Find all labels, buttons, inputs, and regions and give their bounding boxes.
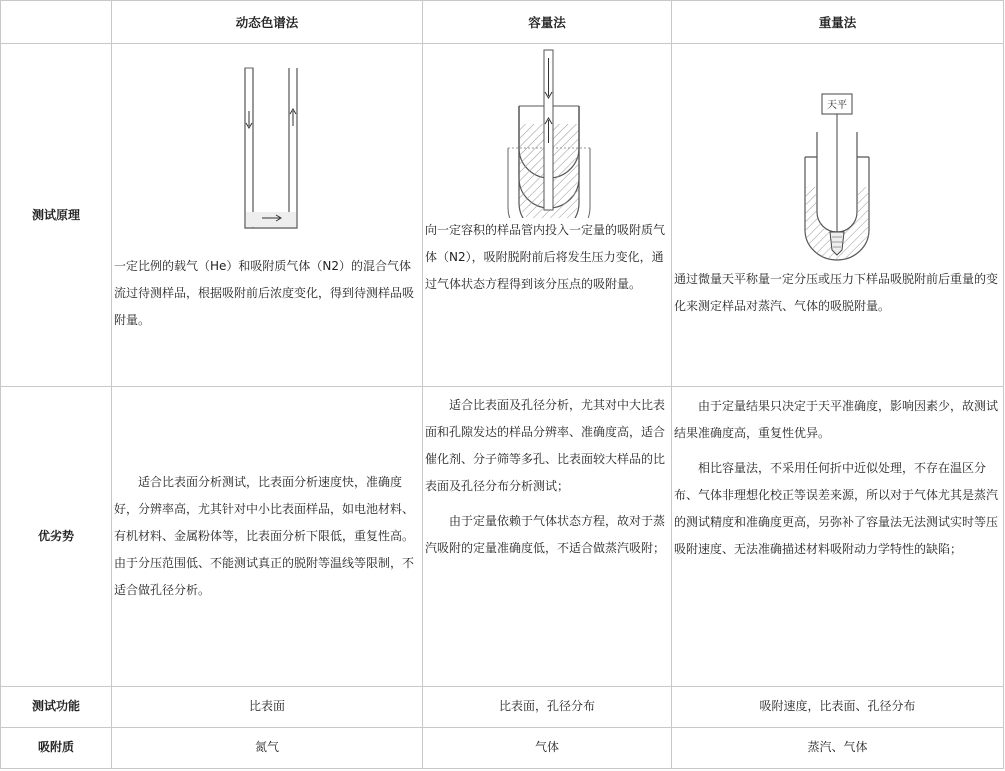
principle-dynamic-text: 一定比例的载气（He）和吸附质气体（N2）的混合气体流过待测样品，根据吸附前后浓度变化，得到待测样品吸附量。	[114, 259, 415, 328]
principle-dynamic-cell	[112, 44, 423, 387]
advantages-dynamic-text: 适合比表面分析测试，比表面分析速度快，准确度好，分辨率高，尤其针对中小比表面样品，如电池材料、有机材料、金属粉体等，比表面分析下限低，重复性高。由于分压范围低、不能测试真正的脱附等温线等限制，不适合做孔径分析。	[114, 474, 415, 597]
sample-bed	[246, 212, 296, 227]
function-label: 测试功能	[1, 686, 112, 727]
principle-gravimetric-cell	[672, 44, 1004, 387]
function-dynamic: 比表面	[112, 686, 423, 727]
advantages-gravimetric-p1: 由于定量结果只决定于天平准确度，影响因素少，故测试结果准确度高，重复性优异。	[674, 399, 999, 440]
advantages-dynamic-cell	[112, 387, 423, 687]
header-dynamic-chromatography: 动态色谱法	[112, 1, 423, 44]
adsorbate-volumetric: 气体	[423, 727, 672, 768]
header-row	[1, 1, 1004, 44]
function-row	[1, 686, 1004, 727]
principle-gravimetric-text: 通过微量天平称量一定分压或压力下样品吸脱附前后重量的变化来测定样品对蒸汽、气体的吸脱附量。	[674, 272, 999, 314]
principle-row	[1, 44, 1004, 387]
header-gravimetric: 重量法	[672, 1, 1004, 44]
advantages-volumetric-cell	[423, 387, 672, 687]
balance-label: 天平	[827, 100, 847, 112]
gravimetric-balance-figure	[672, 92, 1004, 262]
advantages-label: 优劣势	[1, 387, 112, 687]
adsorbate-dynamic: 氮气	[112, 727, 423, 768]
function-gravimetric: 吸附速度，比表面、孔径分布	[672, 686, 1004, 727]
header-empty-cell	[1, 1, 112, 44]
header-volumetric: 容量法	[423, 1, 672, 44]
principle-volumetric-cell	[423, 44, 672, 387]
volumetric-vessel-figure	[423, 48, 672, 218]
advantages-gravimetric-cell	[672, 387, 1004, 687]
principle-label: 测试原理	[1, 44, 112, 387]
advantages-volumetric-p1: 适合比表面及孔径分析，尤其对中大比表面和孔隙发达的样品分辨率、准确度高，适合催化剂、分子筛等多孔、比表面较大样品的比表面及孔径分布分析测试；	[425, 398, 666, 493]
advantages-row	[1, 387, 1004, 687]
adsorbate-gravimetric: 蒸汽、气体	[672, 727, 1004, 768]
u-tube-figure	[112, 66, 423, 231]
advantages-volumetric-p2: 由于定量依赖于气体状态方程，故对于蒸汽吸附的定量准确度低，不适合做蒸汽吸附；	[425, 514, 666, 555]
advantages-gravimetric-p2: 相比容量法，不采用任何折中近似处理，不存在温区分布、气体非理想化校正等误差来源，所以对于气体尤其是蒸汽的测试精度和准确度更高，另弥补了容量法无法测试实时等压吸附速度、无法准确描述材料吸附动力学特性的缺陷；	[674, 461, 999, 556]
principle-volumetric-text: 向一定容积的样品管内投入一定量的吸附质气体（N2），吸附脱附前后将发生压力变化，通过气体状态方程得到该分压点的吸附量。	[425, 223, 666, 292]
adsorbate-label: 吸附质	[1, 727, 112, 768]
function-volumetric: 比表面，孔径分布	[423, 686, 672, 727]
u-tube-left-arm-outer	[245, 68, 253, 228]
adsorbate-row	[1, 727, 1004, 768]
